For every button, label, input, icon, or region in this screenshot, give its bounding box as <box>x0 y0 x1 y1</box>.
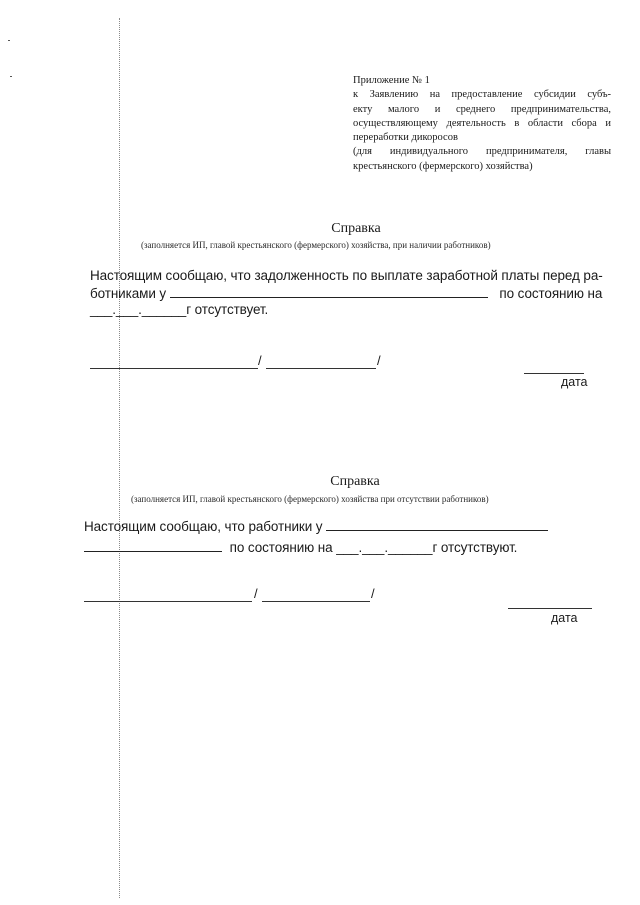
certificate-text-line <box>84 539 517 555</box>
appendix-line: крестьянского (фермерского) хозяйства) <box>353 160 533 172</box>
date-label: дата <box>561 375 588 389</box>
name-line[interactable] <box>262 601 370 602</box>
signature-separator: / <box>377 353 381 368</box>
name-line[interactable] <box>266 368 376 369</box>
certificate-text-line <box>84 518 548 534</box>
appendix-line: (для индивидуального предпринимателя, главы <box>353 146 611 158</box>
text-fragment: г отсутствуют. <box>432 540 518 555</box>
text-fragment: по состоянию на <box>499 286 603 301</box>
certificate-text-line <box>90 285 602 301</box>
scan-speck <box>8 40 10 41</box>
certificate-text-line <box>90 302 268 317</box>
date-line[interactable] <box>508 608 592 609</box>
appendix-line: переработки дикоросов <box>353 132 458 144</box>
certificate-title: Справка <box>331 221 381 236</box>
certificate-subtitle: (заполняется ИП, главой крестьянского (фермерского) хозяйства при отсутствии работников) <box>131 494 489 504</box>
signature-separator: / <box>254 586 258 601</box>
appendix-header <box>353 74 611 174</box>
certificate-subtitle: (заполняется ИП, главой крестьянского (фермерского) хозяйства, при наличии работников) <box>141 240 491 250</box>
certificate-text-line: Настоящим сообщаю, что задолженность по выплате заработной платы перед ра- <box>90 268 603 283</box>
employer-name-field[interactable] <box>326 518 548 531</box>
text-fragment: по состоянию на <box>229 540 333 555</box>
employer-name-field-continued[interactable] <box>84 539 222 552</box>
scan-speck <box>10 76 12 77</box>
date-field[interactable]: ___.___.______ <box>336 540 433 555</box>
signature-line[interactable] <box>90 368 258 369</box>
employer-name-field[interactable] <box>170 285 488 298</box>
text-fragment: ботниками у <box>90 286 167 301</box>
appendix-number: Приложение № 1 <box>353 75 430 86</box>
signature-line[interactable] <box>84 601 252 602</box>
appendix-line: осуществляющему деятельность в области сбора и <box>353 117 611 129</box>
text-fragment: Настоящим сообщаю, что работники у <box>84 519 323 534</box>
certificate-title: Справка <box>330 474 380 489</box>
signature-separator: / <box>371 586 375 601</box>
appendix-line: екту малого и среднего предпринимательства, <box>353 103 611 115</box>
date-field[interactable]: ___.___.______ <box>90 302 187 317</box>
appendix-line: к Заявлению на предоставление субсидии субъ- <box>353 89 611 101</box>
date-label: дата <box>551 611 578 625</box>
text-fragment: г отсутствует. <box>186 302 269 317</box>
signature-separator: / <box>258 353 262 368</box>
scan-fold-line <box>119 18 120 898</box>
date-line[interactable] <box>524 373 584 374</box>
